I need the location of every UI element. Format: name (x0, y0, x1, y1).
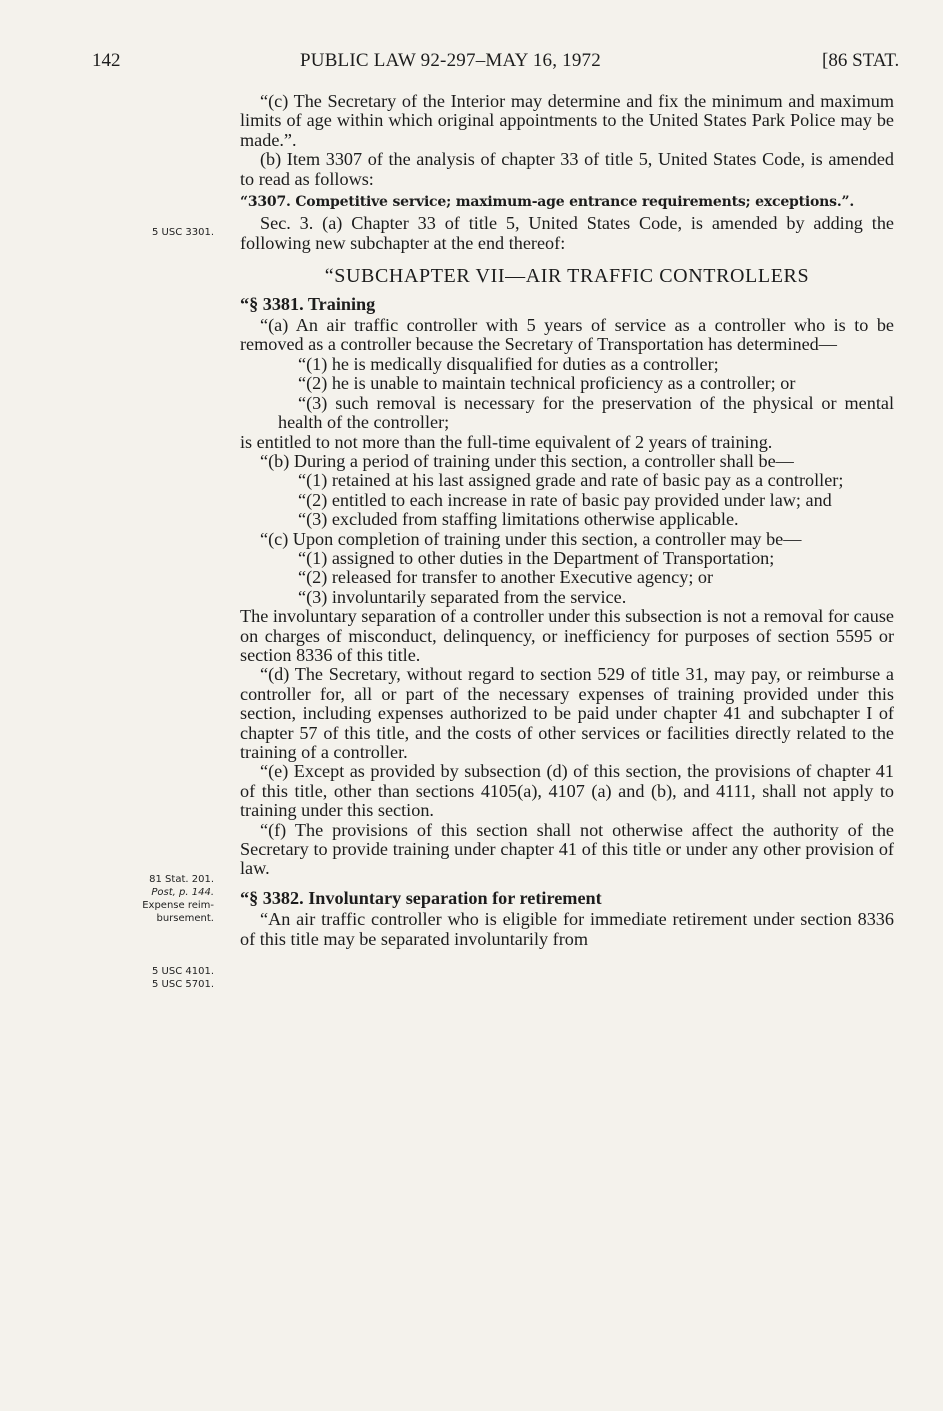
clause: “(3) such removal is necessary for the preservation of the physical or mental health of the controller; (278, 392, 894, 433)
body-text (240, 92, 894, 949)
subsection-a: “(a) An air traffic controller with 5 years of service as a controller who is to be removed as a controller because the Secretary of Transportation has determined— (240, 315, 894, 355)
clause: “(2) he is unable to maintain technical proficiency as a controller; or (298, 373, 796, 394)
subchapter-heading: “SUBCHAPTER VII—AIR TRAFFIC CONTROLLERS (324, 265, 810, 288)
subsection-d: “(d) The Secretary, without regard to section 529 of title 31, may pay, or reimburse a controller for, all or part of the necessary expenses of training provided under this section, including expenses authorized to be paid under chapter 41 and subchapter I of chapter 57 of this title, and the costs of other services or facilities directly related to the training of a controller. (240, 664, 894, 762)
subsection-e: “(e) Except as provided by subsection (d) of this section, the provisions of chapter 41 of this title, other than sections 4105(a), 4107 (a) and (b), and 4111, shall not apply to training under this section. (240, 761, 894, 821)
clause: “(1) he is medically disqualified for duties as a controller; (298, 353, 719, 374)
section-heading-3382: “§ 3382. Involuntary separation for retirement (240, 887, 602, 908)
margin-line: Post, p. 144. (151, 887, 214, 898)
paragraph: (b) Item 3307 of the analysis of chapter 33 of title 5, United States Code, is amended to read as follows: (240, 149, 894, 189)
margin-line: 81 Stat. 201. (149, 874, 214, 885)
paragraph: is entitled to not more than the full-time equivalent of 2 years of training. (240, 431, 773, 452)
margin-note-5-usc-3301: 5 USC 3301. (152, 227, 214, 238)
paragraph: The involuntary separation of a controller under this subsection is not a removal for cause on charges of misconduct, delinquency, or inefficiency for purposes of section 5595 or section 8336 of this title. (240, 606, 894, 665)
clause: “(1) retained at his last assigned grade and rate of basic pay as a controller; (298, 470, 844, 491)
clause: “(3) excluded from staffing limitations otherwise applicable. (298, 509, 739, 530)
subsection-c: “(c) Upon completion of training under this section, a controller may be— (260, 528, 802, 549)
margin-line: 5 USC 4101. (152, 966, 214, 977)
margin-line: bursement. (156, 913, 214, 924)
subsection-f: “(f) The provisions of this section shall not otherwise affect the authority of the Secretary to provide training under chapter 41 of this title or under any other provision of law. (240, 819, 894, 879)
margin-note-5-usc-4101-5701 (88, 965, 214, 991)
section-3-paragraph: Sec. 3. (a) Chapter 33 of title 5, United States Code, is amended by adding the following new subchapter at the end thereof: (240, 213, 894, 253)
clause: “(3) involuntarily separated from the service. (298, 586, 627, 607)
clause: “(2) released for transfer to another Executive agency; or (298, 567, 714, 588)
running-header-title: PUBLIC LAW 92-297–MAY 16, 1972 (300, 50, 601, 71)
subsection-b: “(b) During a period of training under this section, a controller shall be— (260, 450, 794, 471)
clause: “(2) entitled to each increase in rate of basic pay provided under law; and (298, 489, 832, 510)
paragraph: “An air traffic controller who is eligible for immediate retirement under section 8336 of this title may be separated involuntarily from (240, 909, 894, 949)
statute-volume: [86 STAT. (822, 50, 900, 71)
analysis-item: “3307. Competitive service; maximum-age entrance requirements; exceptions.”. (240, 194, 855, 211)
section-heading-3381: “§ 3381. Training (240, 293, 376, 314)
page-number: 142 (92, 50, 121, 71)
clause: “(1) assigned to other duties in the Department of Transportation; (298, 547, 775, 568)
paragraph: “(c) The Secretary of the Interior may determine and fix the minimum and maximum limits of age within which original appointments to the United States Park Police may be made.”. (240, 91, 894, 150)
margin-note-stat-201 (88, 873, 214, 925)
margin-line: Expense reim- (142, 900, 214, 911)
margin-line: 5 USC 5701. (152, 979, 214, 990)
